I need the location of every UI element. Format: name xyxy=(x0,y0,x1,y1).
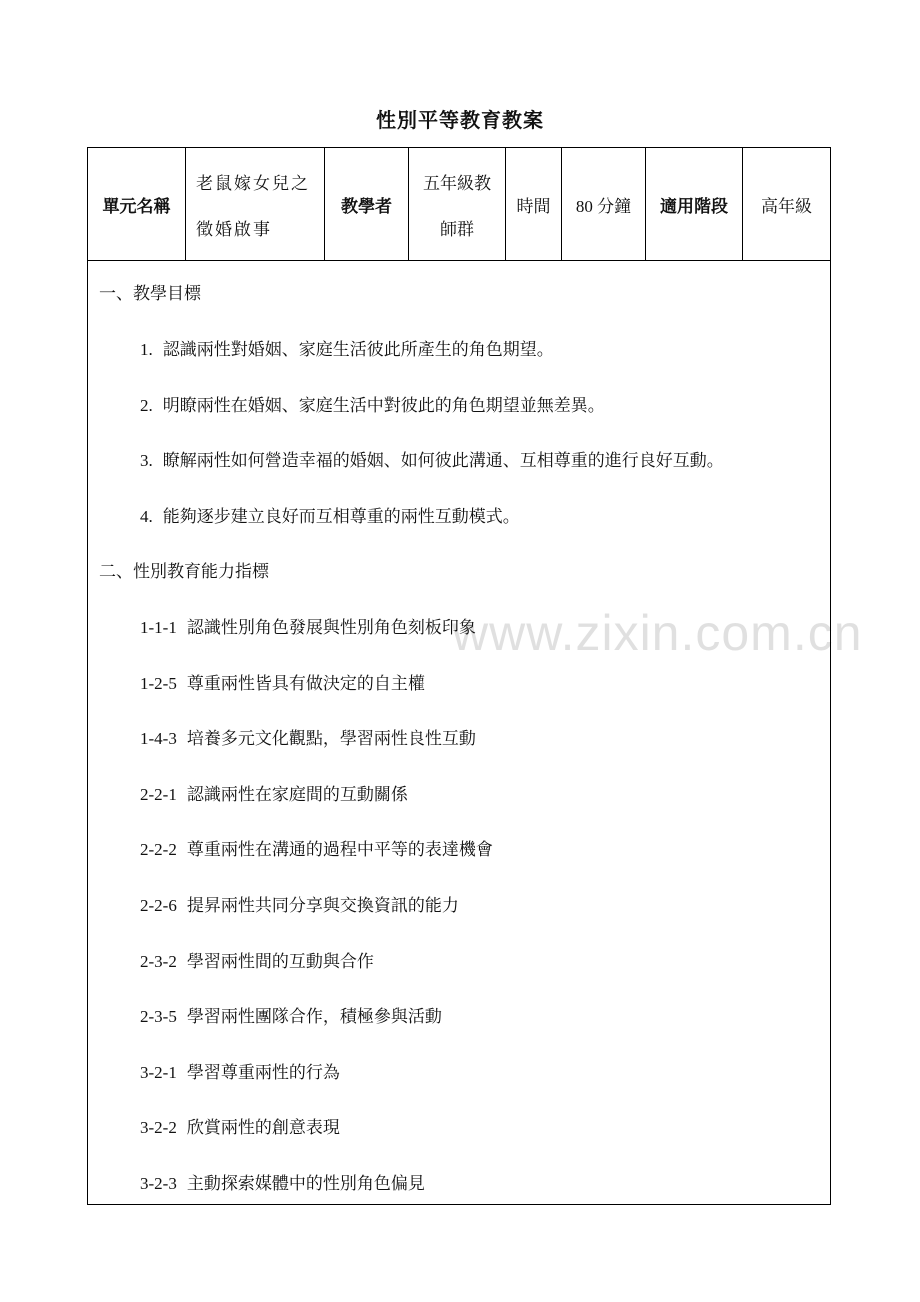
time-value: 80 分鐘 xyxy=(562,148,646,260)
indicator-item xyxy=(140,835,493,860)
teacher-label: 教學者 xyxy=(325,148,409,260)
indicator-item xyxy=(140,1113,340,1138)
watermark: www.zixin.com.cn xyxy=(452,605,863,661)
item-text: 能夠逐步建立良好而互相尊重的兩性互動模式。 xyxy=(162,507,520,527)
indicator-code: 2-2-2 xyxy=(140,840,177,859)
unit-name-line2: 徵婚啟事 xyxy=(196,219,272,240)
indicator-text: 學習兩性團隊合作，積極參與活動 xyxy=(186,1007,442,1027)
section-heading-indicators: 二、性別教育能力指標 xyxy=(99,562,269,582)
indicator-item xyxy=(140,1169,425,1194)
indicator-text: 主動探索媒體中的性別角色偏見 xyxy=(186,1174,425,1194)
indicator-code: 3-2-2 xyxy=(140,1118,177,1137)
indicator-text: 欣賞兩性的創意表現 xyxy=(186,1118,340,1138)
teacher-line1: 五年級教 xyxy=(423,173,491,194)
header-row xyxy=(88,148,830,261)
indicator-item xyxy=(140,947,374,972)
item-text: 認識兩性對婚姻、家庭生活彼此所產生的角色期望。 xyxy=(162,340,554,360)
list-item xyxy=(140,446,724,471)
teacher-cell xyxy=(409,148,506,260)
item-number: 1. xyxy=(140,340,153,359)
document-title: 性別平等教育教案 xyxy=(376,108,544,132)
item-text: 瞭解兩性如何營造幸福的婚姻、如何彼此溝通、互相尊重的進行良好互動。 xyxy=(162,451,724,471)
section-heading-objectives: 一、教學目標 xyxy=(99,284,201,304)
time-label: 時間 xyxy=(506,148,562,260)
stage-label: 適用階段 xyxy=(646,148,743,260)
teacher-line2: 師群 xyxy=(440,219,474,240)
stage-value: 高年級 xyxy=(761,196,812,217)
item-number: 4. xyxy=(140,507,153,526)
indicator-code: 2-3-5 xyxy=(140,1007,177,1026)
item-number: 3. xyxy=(140,451,153,470)
indicator-code: 2-2-1 xyxy=(140,785,177,804)
indicator-code: 2-3-2 xyxy=(140,952,177,971)
indicator-text: 學習尊重兩性的行為 xyxy=(186,1063,340,1083)
lesson-plan-table xyxy=(87,147,831,1205)
indicator-item xyxy=(140,613,476,638)
unit-name-cell xyxy=(186,148,325,260)
list-item xyxy=(140,391,605,416)
item-number: 2. xyxy=(140,396,153,415)
indicator-item xyxy=(140,1058,340,1083)
indicator-item xyxy=(140,780,408,805)
indicator-code: 1-2-5 xyxy=(140,674,177,693)
indicator-text: 培養多元文化觀點，學習兩性良性互動 xyxy=(186,729,476,749)
indicator-text: 尊重兩性在溝通的過程中平等的表達機會 xyxy=(186,840,493,860)
indicator-code: 3-2-3 xyxy=(140,1174,177,1193)
unit-label: 單元名稱 xyxy=(88,148,186,260)
indicator-code: 3-2-1 xyxy=(140,1063,177,1082)
indicator-text: 認識兩性在家庭間的互動關係 xyxy=(186,785,408,805)
list-item xyxy=(140,502,520,527)
indicator-item xyxy=(140,669,425,694)
indicator-code: 1-4-3 xyxy=(140,729,177,748)
indicator-text: 認識性別角色發展與性別角色刻板印象 xyxy=(186,618,476,638)
list-item xyxy=(140,335,554,360)
unit-name-line1: 老鼠嫁女兒之 xyxy=(196,173,310,194)
indicator-text: 尊重兩性皆具有做決定的自主權 xyxy=(186,674,425,694)
item-text: 明瞭兩性在婚姻、家庭生活中對彼此的角色期望並無差異。 xyxy=(162,396,605,416)
indicator-code: 2-2-6 xyxy=(140,896,177,915)
indicator-text: 學習兩性間的互動與合作 xyxy=(186,952,374,972)
indicator-item xyxy=(140,724,476,749)
indicator-item xyxy=(140,1002,442,1027)
indicator-code: 1-1-1 xyxy=(140,618,177,637)
indicator-text: 提昇兩性共同分享與交換資訊的能力 xyxy=(186,896,459,916)
indicator-item xyxy=(140,891,459,916)
